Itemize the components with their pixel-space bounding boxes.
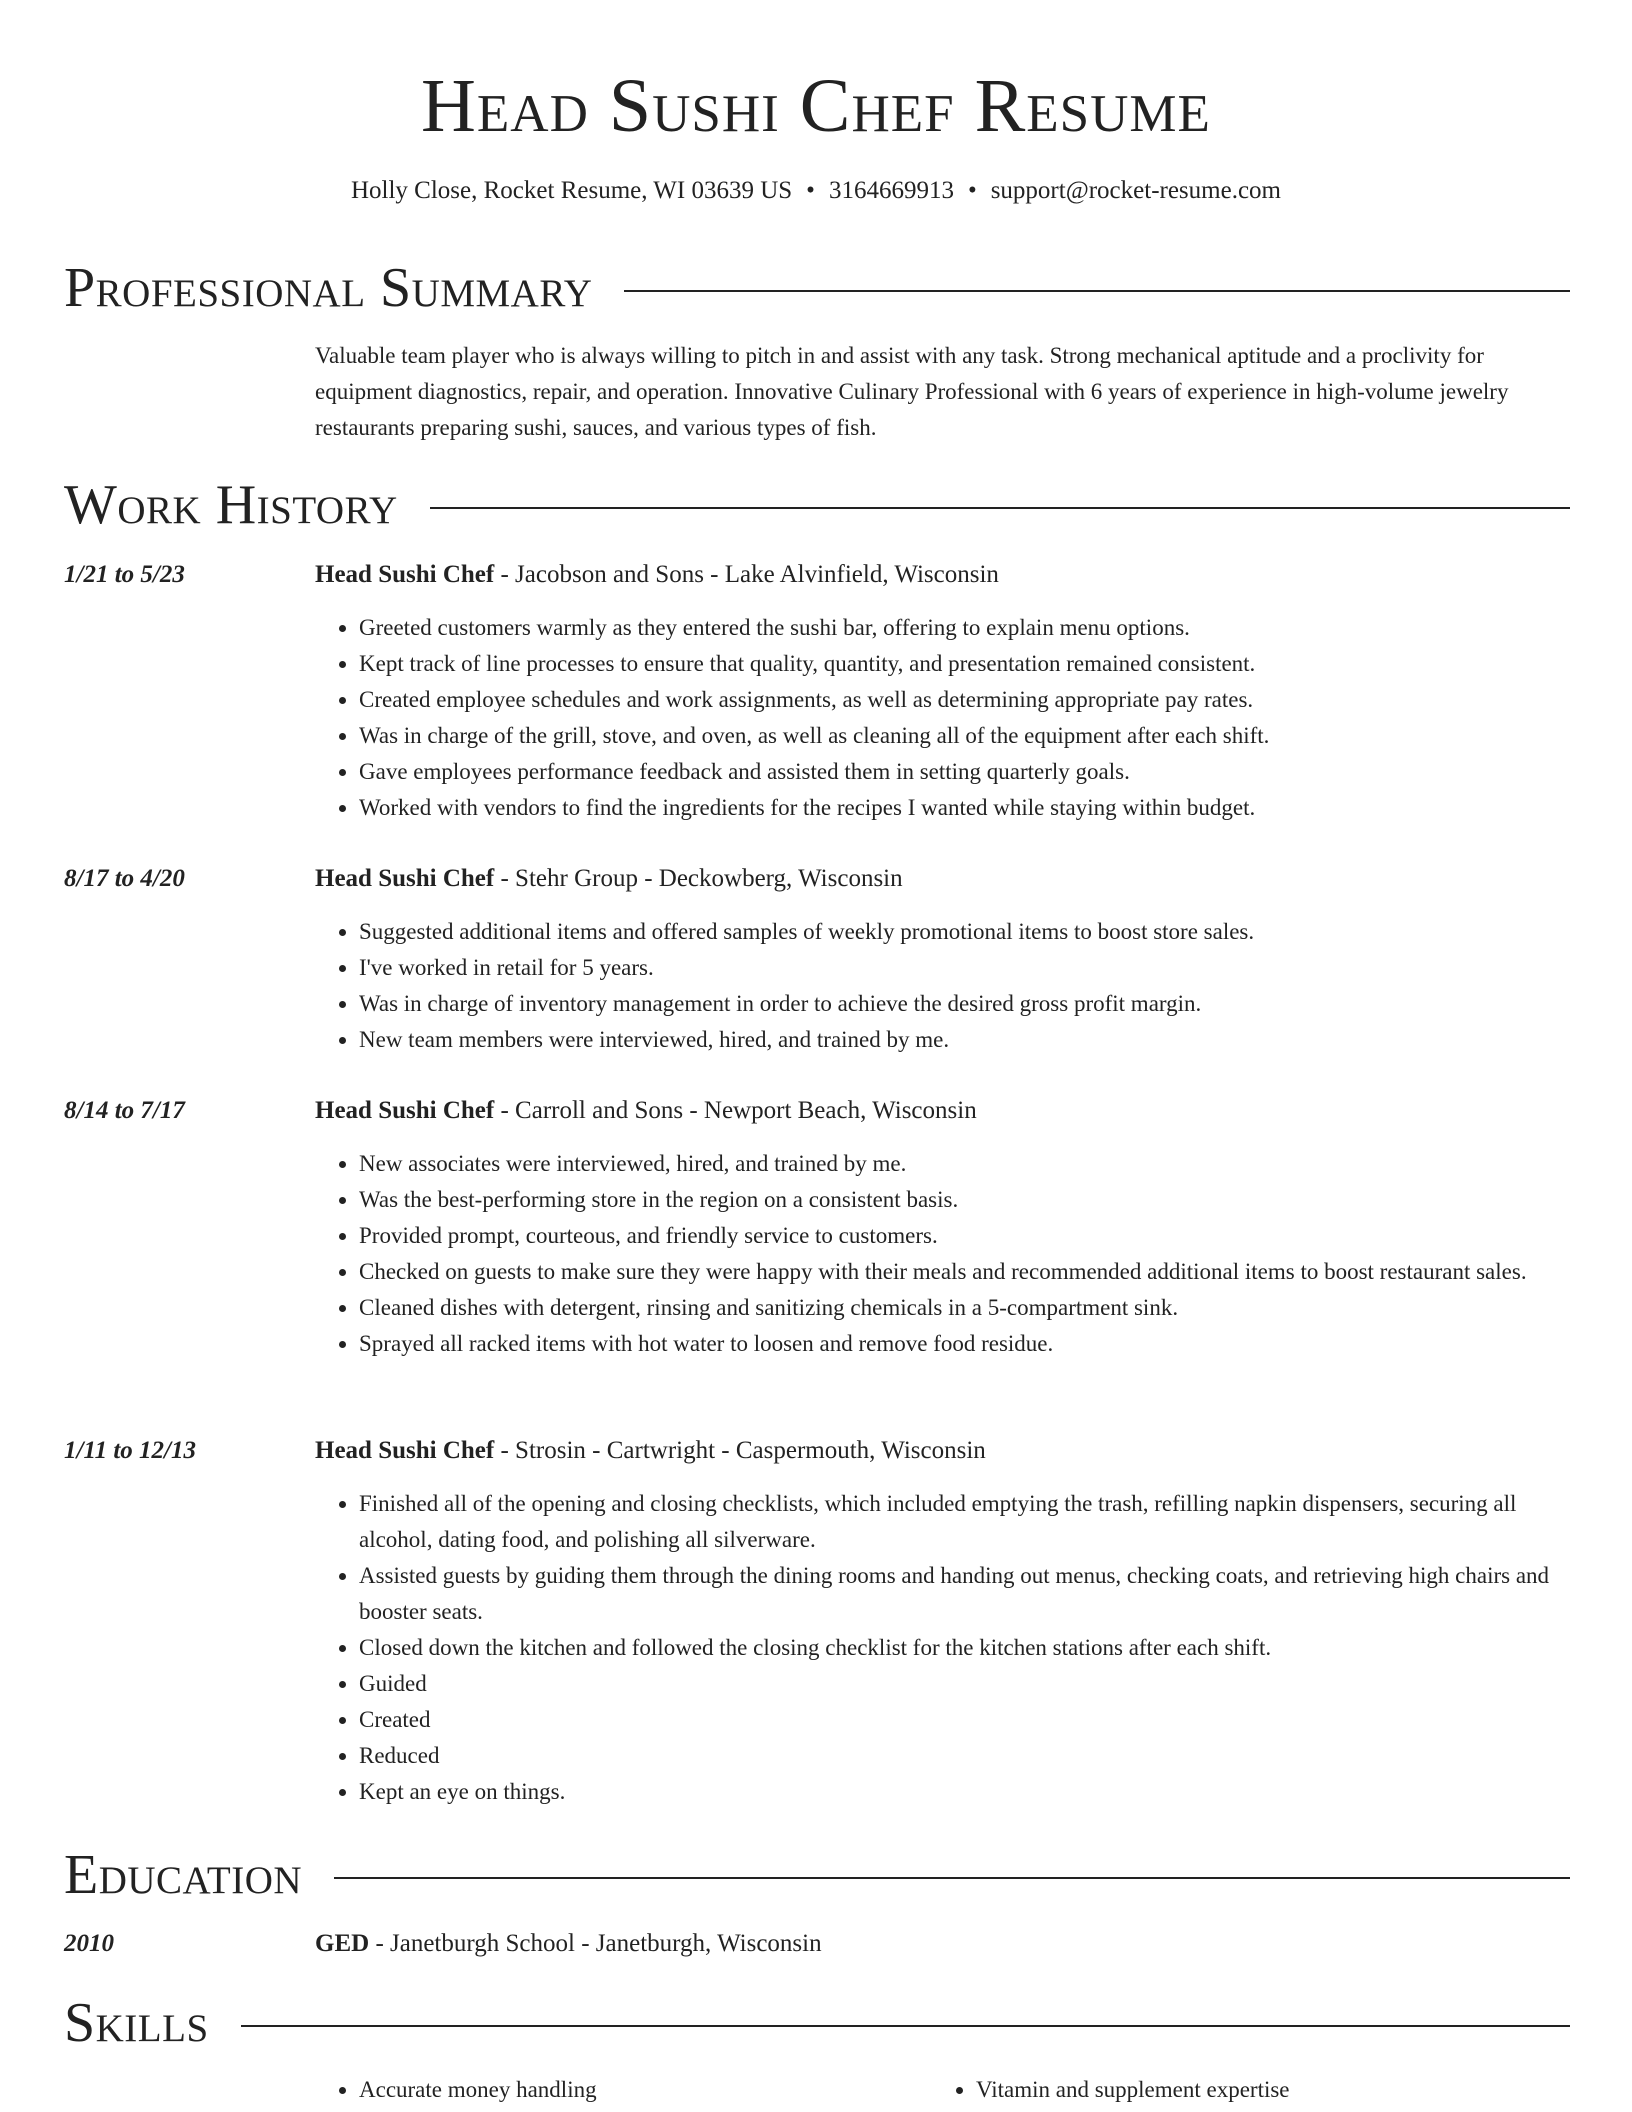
job-employer: - Stehr Group - Deckowberg, Wisconsin xyxy=(494,865,903,892)
section-divider xyxy=(430,507,1570,509)
section-title: Skills xyxy=(64,1992,209,2054)
job-title: Head Sushi Chef xyxy=(315,561,495,588)
summary-section-header xyxy=(64,253,1570,323)
education-entry xyxy=(315,1927,1575,1961)
section-divider xyxy=(624,290,1570,292)
contact-line xyxy=(0,174,1632,208)
skills-section-header xyxy=(64,1988,1570,2058)
list-item: • Finished all of the opening and closing checklists, which included emptying the trash, refilling napkin dispensers, securing all alcohol, dating food, and polishing all silverware. xyxy=(359,1486,1575,1558)
list-item: • Guided xyxy=(359,1666,1575,1702)
list-item: • Greeted customers warmly as they entered the sushi bar, offering to explain menu options. xyxy=(359,610,1575,646)
education-school: - Janetburgh School - Janetburgh, Wisconsin xyxy=(369,1930,822,1957)
section-title: Work History xyxy=(64,474,398,536)
skill-item: • Vitamin and supplement expertise xyxy=(976,2072,1532,2108)
work-history-section-header xyxy=(64,470,1570,540)
job-bullets xyxy=(315,914,1575,1058)
resume-title: Head Sushi Chef Resume xyxy=(421,64,1211,148)
job-heading xyxy=(315,1434,1575,1468)
list-item: • Sprayed all racked items with hot water to loosen and remove food residue. xyxy=(359,1326,1575,1362)
job-dates: 1/21 to 5/23 xyxy=(64,561,185,588)
list-item: • Reduced xyxy=(359,1738,1575,1774)
job-employer: - Carroll and Sons - Newport Beach, Wisconsin xyxy=(494,1097,977,1124)
list-item: • Was in charge of inventory management in order to achieve the desired gross profit margin. xyxy=(359,986,1575,1022)
list-item: • I've worked in retail for 5 years. xyxy=(359,950,1575,986)
list-item: • Gave employees performance feedback and assisted them in setting quarterly goals. xyxy=(359,754,1575,790)
list-item: • Created employee schedules and work assignments, as well as determining appropriate pay rates. xyxy=(359,682,1575,718)
list-item: • Kept track of line processes to ensure that quality, quantity, and presentation remained consistent. xyxy=(359,646,1575,682)
job-title: Head Sushi Chef xyxy=(315,865,495,892)
contact-separator: • xyxy=(967,177,977,204)
list-item: • Created xyxy=(359,1702,1575,1738)
list-item: • Was in charge of the grill, stove, and oven, as well as cleaning all of the equipment after each shift. xyxy=(359,718,1575,754)
contact-email: support@rocket-resume.com xyxy=(990,177,1281,204)
education-section-header xyxy=(64,1840,1570,1910)
section-divider xyxy=(334,1877,1570,1879)
job-heading xyxy=(315,862,1575,896)
list-item: • New associates were interviewed, hired, and trained by me. xyxy=(359,1146,1575,1182)
job-bullets xyxy=(315,1146,1575,1362)
education-year: 2010 xyxy=(64,1930,114,1957)
contact-separator: • xyxy=(806,177,815,204)
job-employer: - Jacobson and Sons - Lake Alvinfield, Wisconsin xyxy=(494,561,999,588)
job-heading xyxy=(315,558,1575,592)
job-title: Head Sushi Chef xyxy=(315,1437,495,1464)
job-bullets xyxy=(315,1486,1575,1810)
contact-address: Holly Close, Rocket Resume, WI 03639 US xyxy=(350,177,793,204)
skills-list-right xyxy=(932,2072,1532,2108)
skills-list-left xyxy=(315,2072,915,2108)
list-item: • Checked on guests to make sure they were happy with their meals and recommended additional items to boost restaurant sales. xyxy=(359,1254,1575,1290)
job-dates: 1/11 to 12/13 xyxy=(64,1437,196,1464)
contact-phone: 3164669913 xyxy=(828,177,954,204)
job-bullets xyxy=(315,610,1575,826)
list-item: • Worked with vendors to find the ingredients for the recipes I wanted while staying within budget. xyxy=(359,790,1575,826)
list-item: • Assisted guests by guiding them through the dining rooms and handing out menus, checking coats, and retrieving high chairs and booster seats. xyxy=(359,1558,1575,1630)
list-item: • Provided prompt, courteous, and friendly service to customers. xyxy=(359,1218,1575,1254)
job-heading xyxy=(315,1094,1575,1128)
job-title: Head Sushi Chef xyxy=(315,1097,495,1124)
summary-text: Valuable team player who is always willing to pitch in and assist with any task. Strong mechanical aptitude and a proclivity for equipment diagnostics, repair, and operation. Innovative Culinary Professional with 6 years of experience in high-volume jewelry restaurants preparing sushi, sauces, and various types of fish. xyxy=(315,343,1509,440)
list-item: • Closed down the kitchen and followed the closing checklist for the kitchen stations after each shift. xyxy=(359,1630,1575,1666)
education-degree: GED xyxy=(315,1930,370,1957)
list-item: • Kept an eye on things. xyxy=(359,1774,1575,1810)
skill-item: • Accurate money handling xyxy=(359,2072,915,2108)
list-item: • Was the best-performing store in the region on a consistent basis. xyxy=(359,1182,1575,1218)
list-item: • Cleaned dishes with detergent, rinsing and sanitizing chemicals in a 5-compartment sink. xyxy=(359,1290,1575,1326)
job-dates: 8/17 to 4/20 xyxy=(64,865,185,892)
section-title: Education xyxy=(64,1844,303,1906)
job-employer: - Strosin - Cartwright - Caspermouth, Wisconsin xyxy=(494,1437,986,1464)
section-title: Professional Summary xyxy=(64,257,593,319)
section-divider xyxy=(241,2025,1570,2027)
list-item: • Suggested additional items and offered samples of weekly promotional items to boost store sales. xyxy=(359,914,1575,950)
list-item: • New team members were interviewed, hired, and trained by me. xyxy=(359,1022,1575,1058)
job-dates: 8/14 to 7/17 xyxy=(64,1097,185,1124)
